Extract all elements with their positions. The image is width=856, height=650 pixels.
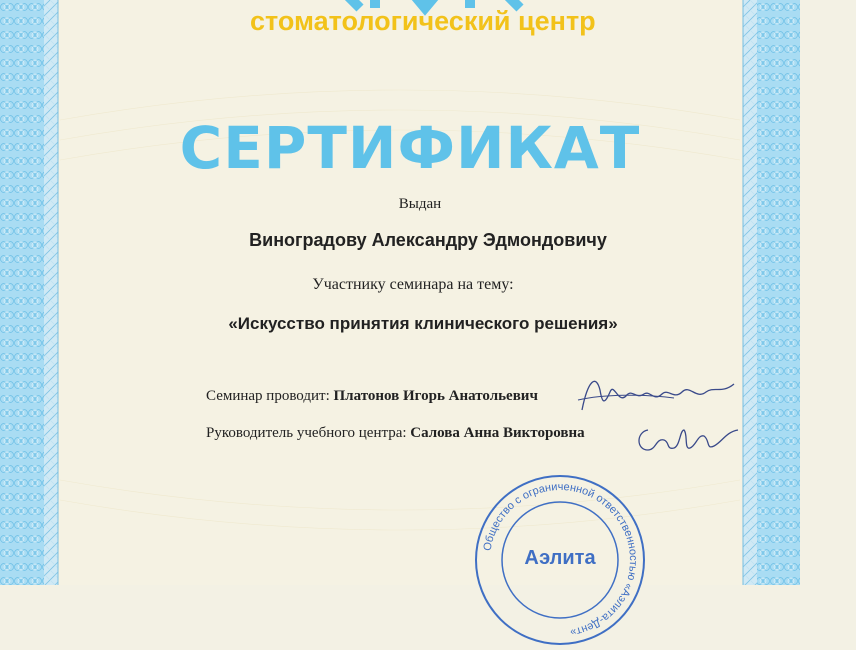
recipient-name: Виноградову Александру Эдмондовичу [249,230,607,250]
brand-tagline: стоматологический центр [250,6,596,36]
lecturer-signature [574,370,744,420]
head-label: Руководитель учебного центра: [206,425,407,441]
stamp-brand-text: Аэлита [524,547,596,569]
lecturer-name: Платонов Игорь Анатольевич [333,388,538,404]
company-stamp [470,470,650,650]
lecturer-label: Семинар проводит: [206,388,330,404]
head-signature [634,420,744,458]
seminar-topic: «Искусство принятия клинического решения» [228,314,618,333]
stamp-ring-text: Общество с ограниченной ответственностью «Аэлита-Дент» [481,480,640,639]
participant-label: Участнику семинара на тему: [312,276,514,293]
head-name: Салова Анна Викторовна [410,425,585,441]
issued-label: Выдан [398,196,442,212]
head-line [206,425,585,442]
lecturer-line [206,388,538,405]
certificate-title: СЕРТИФИКАТ [179,114,641,182]
